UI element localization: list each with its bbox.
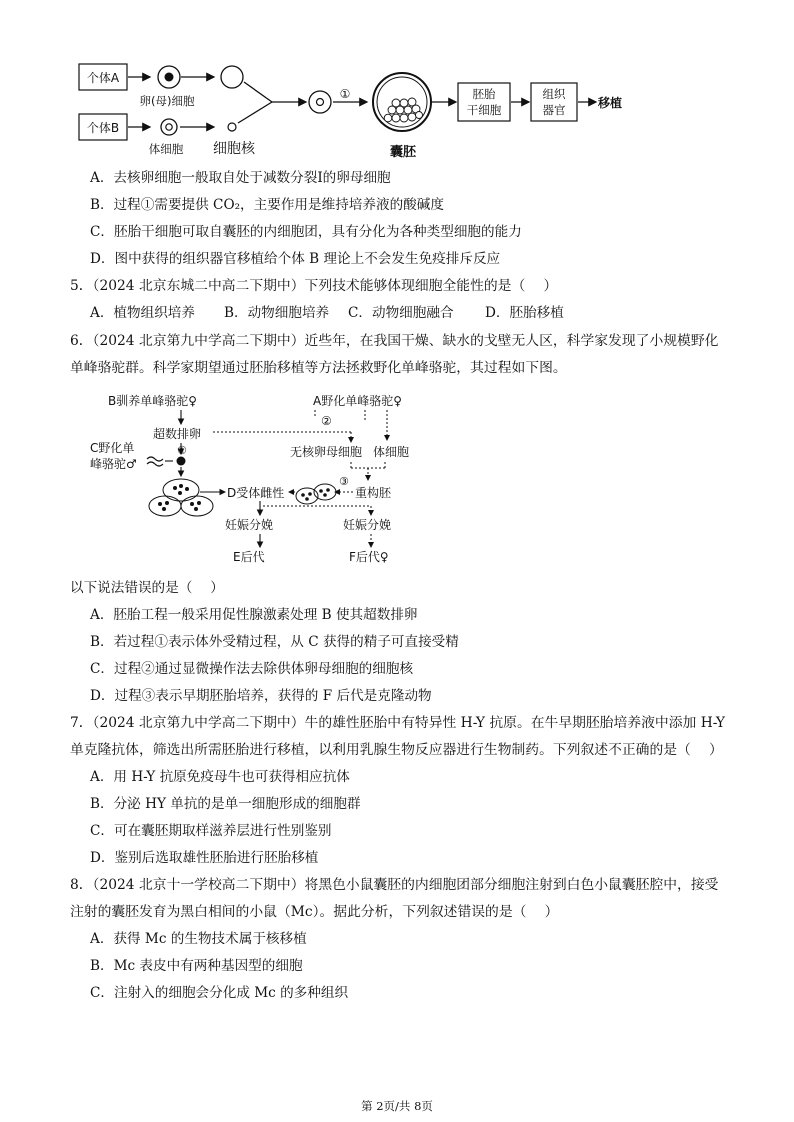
pregnancy-label-2: 妊娠分娩: [343, 518, 392, 532]
q4-option-d: D．图中获得的组织器官移植给个体 B 理论上不会发生免疫排斥反应: [90, 251, 501, 267]
q7-option-d: D．鉴别后选取雄性胚胎进行胚胎移植: [90, 850, 319, 866]
c-camel-label-2: 峰骆驼♂: [90, 457, 137, 471]
q8-option-c: C．注射入的细胞会分化成 Mc 的多种组织: [90, 985, 349, 1001]
q6-prompt: 以下说法错误的是（ ）: [70, 580, 224, 596]
enucleated-egg-label: 无核卵母细胞: [290, 445, 363, 459]
e-offspring-label: E后代: [233, 550, 265, 564]
nucleus-label: 细胞核: [213, 141, 255, 157]
step-1-label: ①: [339, 87, 351, 101]
transplant-label: 移植: [598, 96, 623, 110]
es-cell-label-2: 干细胞: [466, 103, 502, 117]
q5-option-a: A．植物组织培养: [90, 305, 195, 321]
q5-option-b: B．动物细胞培养: [224, 305, 330, 321]
camel-rescue-diagram: [85, 388, 435, 568]
c-camel-label-1: C野化单: [90, 441, 135, 455]
blastocyst-label: 囊胚: [389, 145, 417, 160]
egg-cell-label: 卵(母)细胞: [139, 94, 195, 108]
enucleated-egg-icon: [221, 66, 243, 88]
individual-b-label: 个体B: [86, 121, 120, 135]
reconstructed-label: 重构胚: [355, 486, 392, 500]
a-camel-label: A野化单峰骆驼♀: [313, 394, 402, 408]
q8-stem-line2: 注射的囊胚发育为黑白相间的小鼠（Mc）。据此分析，下列叙述错误的是（ ）: [70, 904, 559, 920]
q7-stem-line1: 7．（2024 北京第九中学高二下期中）牛的雄性胚胎中有特异性 H-Y 抗原。在牛早期胚胎培养液中添加 H-Y: [70, 715, 725, 731]
pregnancy-label-1: 妊娠分娩: [225, 518, 274, 532]
q6-option-d: D．过程③表示早期胚胎培养，获得的 F 后代是克隆动物: [90, 688, 432, 704]
es-cell-label-1: 胚胎: [472, 87, 496, 101]
nucleus-icon: [228, 123, 236, 131]
recipient-label: D受体雌性: [227, 486, 285, 500]
q6-stem-line1: 6．（2024 北京第九中学高二下期中）近些年，在我国干燥、缺水的戈壁无人区，科学家发现了小规模野化: [70, 333, 719, 349]
b-camel-label: B驯养单峰骆驼♀: [108, 394, 198, 408]
f-offspring-label: F后代♀: [349, 550, 389, 564]
step-3-label: ③: [339, 475, 349, 488]
q6-stem-line2: 单峰骆驼群。科学家期望通过胚胎移植等方法拯救野化单峰骆驼，其过程如下图。: [70, 360, 567, 376]
q8-option-a: A．获得 Mc 的生物技术属于核移植: [90, 931, 307, 947]
tissue-label-2: 器官: [542, 103, 566, 117]
q5-option-d: D．胚胎移植: [485, 305, 564, 321]
somatic-cell-label: 体细胞: [148, 142, 184, 156]
q4-option-b: B．过程①需要提供 CO₂，主要作用是维持培养液的酸碱度: [90, 197, 444, 213]
sperm-icon: [147, 457, 163, 466]
q8-stem-line1: 8．（2024 北京十一学校高二下期中）将黑色小鼠囊胚的内细胞团部分细胞注射到白色小鼠囊胚腔中，接受: [70, 877, 719, 893]
q7-option-b: B．分泌 HY 单抗的是单一细胞形成的细胞群: [90, 796, 361, 812]
reconstructed-cell-icon: [309, 91, 331, 113]
q7-option-c: C．可在囊胚期取样滋养层进行性别鉴别: [90, 823, 332, 839]
q4-option-c: C．胚胎干细胞可取自囊胚的内细胞团，具有分化为各种类型细胞的能力: [90, 224, 522, 240]
q7-stem-line2: 单克隆抗体，筛选出所需胚胎进行移植，以利用乳腺生物反应器进行生物制药。下列叙述不正确的是（ ）: [70, 742, 723, 758]
q5-stem: 5．（2024 北京东城二中高二下期中）下列技术能够体现细胞全能性的是（ ）: [70, 278, 558, 294]
q6-option-a: A．胚胎工程一般采用促性腺激素处理 B 使其超数排卵: [90, 607, 418, 623]
step-2-label: ②: [321, 414, 332, 428]
q7-option-a: A．用 H-Y 抗原免疫母牛也可获得相应抗体: [90, 769, 350, 785]
page-footer: 第 2页/共 8页: [361, 1099, 433, 1113]
q6-option-c: C．过程②通过显微操作法去除供体卵母细胞的细胞核: [90, 661, 414, 677]
somatic-cell-label-2: 体细胞: [373, 445, 410, 459]
individual-a-label: 个体A: [86, 71, 120, 85]
q4-option-a: A．去核卵细胞一般取自处于减数分裂Ⅰ的卵母细胞: [90, 170, 391, 186]
q5-option-c: C．动物细胞融合: [348, 305, 454, 321]
superovulation-label: 超数排卵: [153, 427, 202, 441]
q8-option-b: B．Mc 表皮中有两种基因型的细胞: [90, 958, 303, 974]
step-1-label-2: ①: [177, 444, 187, 457]
q6-option-b: B．若过程①表示体外受精过程，从 C 获得的精子可直接受精: [90, 634, 459, 650]
somatic-cell-icon: [161, 119, 177, 135]
nuclear-transfer-diagram: [70, 52, 690, 164]
tissue-label-1: 组织: [542, 87, 566, 101]
